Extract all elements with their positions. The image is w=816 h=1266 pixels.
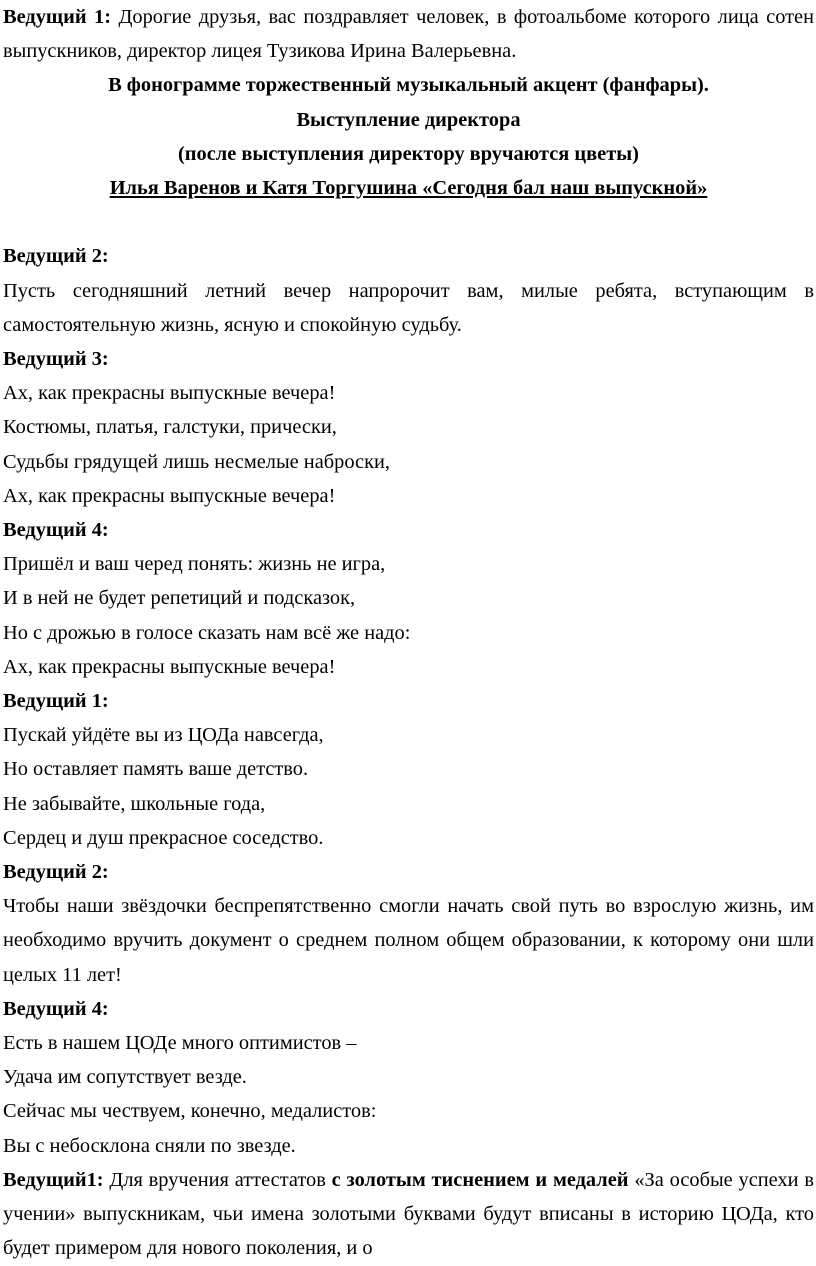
paragraph-text: Для вручения аттестатов — [103, 1168, 332, 1191]
verse-line: Но с дрожью в голосе сказать нам всё же надо: — [3, 621, 411, 644]
verse-line: Сердец и душ прекрасное соседство. — [3, 826, 324, 849]
verse-line: Ах, как прекрасны выпускные вечера! — [3, 655, 336, 678]
song-title-text: Илья Варенов и Катя Торгушина «Сегодня бал наш выпускной» — [109, 177, 708, 200]
speaker-label: Ведущий 1: — [3, 6, 112, 28]
paragraph-text: Чтобы наши звёздочки беспрепятственно смогли начать свой путь во взрослую жизнь, им необходимо вручить документ о среднем полном общем образовании, к которому они шли целых 11 лет! — [3, 895, 814, 986]
speaker-label: Ведущий 4: — [3, 997, 109, 1020]
verse-line: Есть в нашем ЦОДе много оптимистов – — [3, 1032, 357, 1055]
intro-paragraph — [3, 0, 814, 68]
verse-line: И в ней не будет репетиций и подсказок, — [3, 587, 356, 610]
verse-line: Судьбы грядущей лишь несмелые наброски, — [3, 450, 391, 473]
verse-line: Но оставляет память ваше детство. — [3, 758, 309, 781]
emphasized-text: с золотым тиснением и медалей — [331, 1168, 629, 1191]
verse-line: Пришёл и ваш черед понять: жизнь не игра, — [3, 553, 386, 576]
verse-line: Костюмы, платья, галстуки, прически, — [3, 416, 337, 439]
stage-note: Выступление директора — [296, 108, 521, 131]
paragraph-text: Пусть сегодняшний летний вечер напророчит вам, милые ребята, вступающим в самостоятельную жизнь, ясную и спокойную судьбу. — [3, 279, 814, 336]
stage-note: В фонограмме торжественный музыкальный акцент (фанфары). — [108, 74, 709, 97]
blank-line — [3, 205, 814, 239]
speaker-label: Ведущий 4: — [3, 519, 109, 542]
speaker-label: Ведущий 2: — [3, 245, 109, 268]
verse-line: Не забывайте, школьные года, — [3, 792, 266, 815]
song-title — [3, 171, 814, 205]
verse-line: Ах, как прекрасны выпускные вечера! — [3, 484, 336, 507]
final-paragraph — [3, 1163, 814, 1266]
verse-line: Сейчас мы чествуем, конечно, медалистов: — [3, 1100, 377, 1123]
paragraph-text: Дорогие друзья, вас поздравляет человек, в фотоальбоме которого лица сотен выпускников, директор лицея Тузикова Ирина Валерьевна. — [3, 6, 814, 63]
speaker-label: Ведущий 3: — [3, 348, 109, 371]
stage-note: (после выступления директору вручаются цветы) — [178, 142, 639, 165]
verse-line: Пускай уйдёте вы из ЦОДа навсегда, — [3, 724, 324, 747]
speaker-label: Ведущий 1: — [3, 690, 109, 713]
verse-line: Удача им сопутствует везде. — [3, 1066, 247, 1089]
speaker-label: Ведущий 2: — [3, 861, 109, 884]
verse-line: Ах, как прекрасны выпускные вечера! — [3, 382, 336, 405]
paragraph-text: «За особые успехи в учении» выпускникам, чьи имена золотыми буквами будут вписаны в историю ЦОДа, кто будет примером для нового поколения, и о — [3, 1168, 814, 1260]
speaker-label: Ведущий1: — [3, 1168, 104, 1191]
verse-line: Вы с небосклона сняли по звезде. — [3, 1134, 296, 1157]
